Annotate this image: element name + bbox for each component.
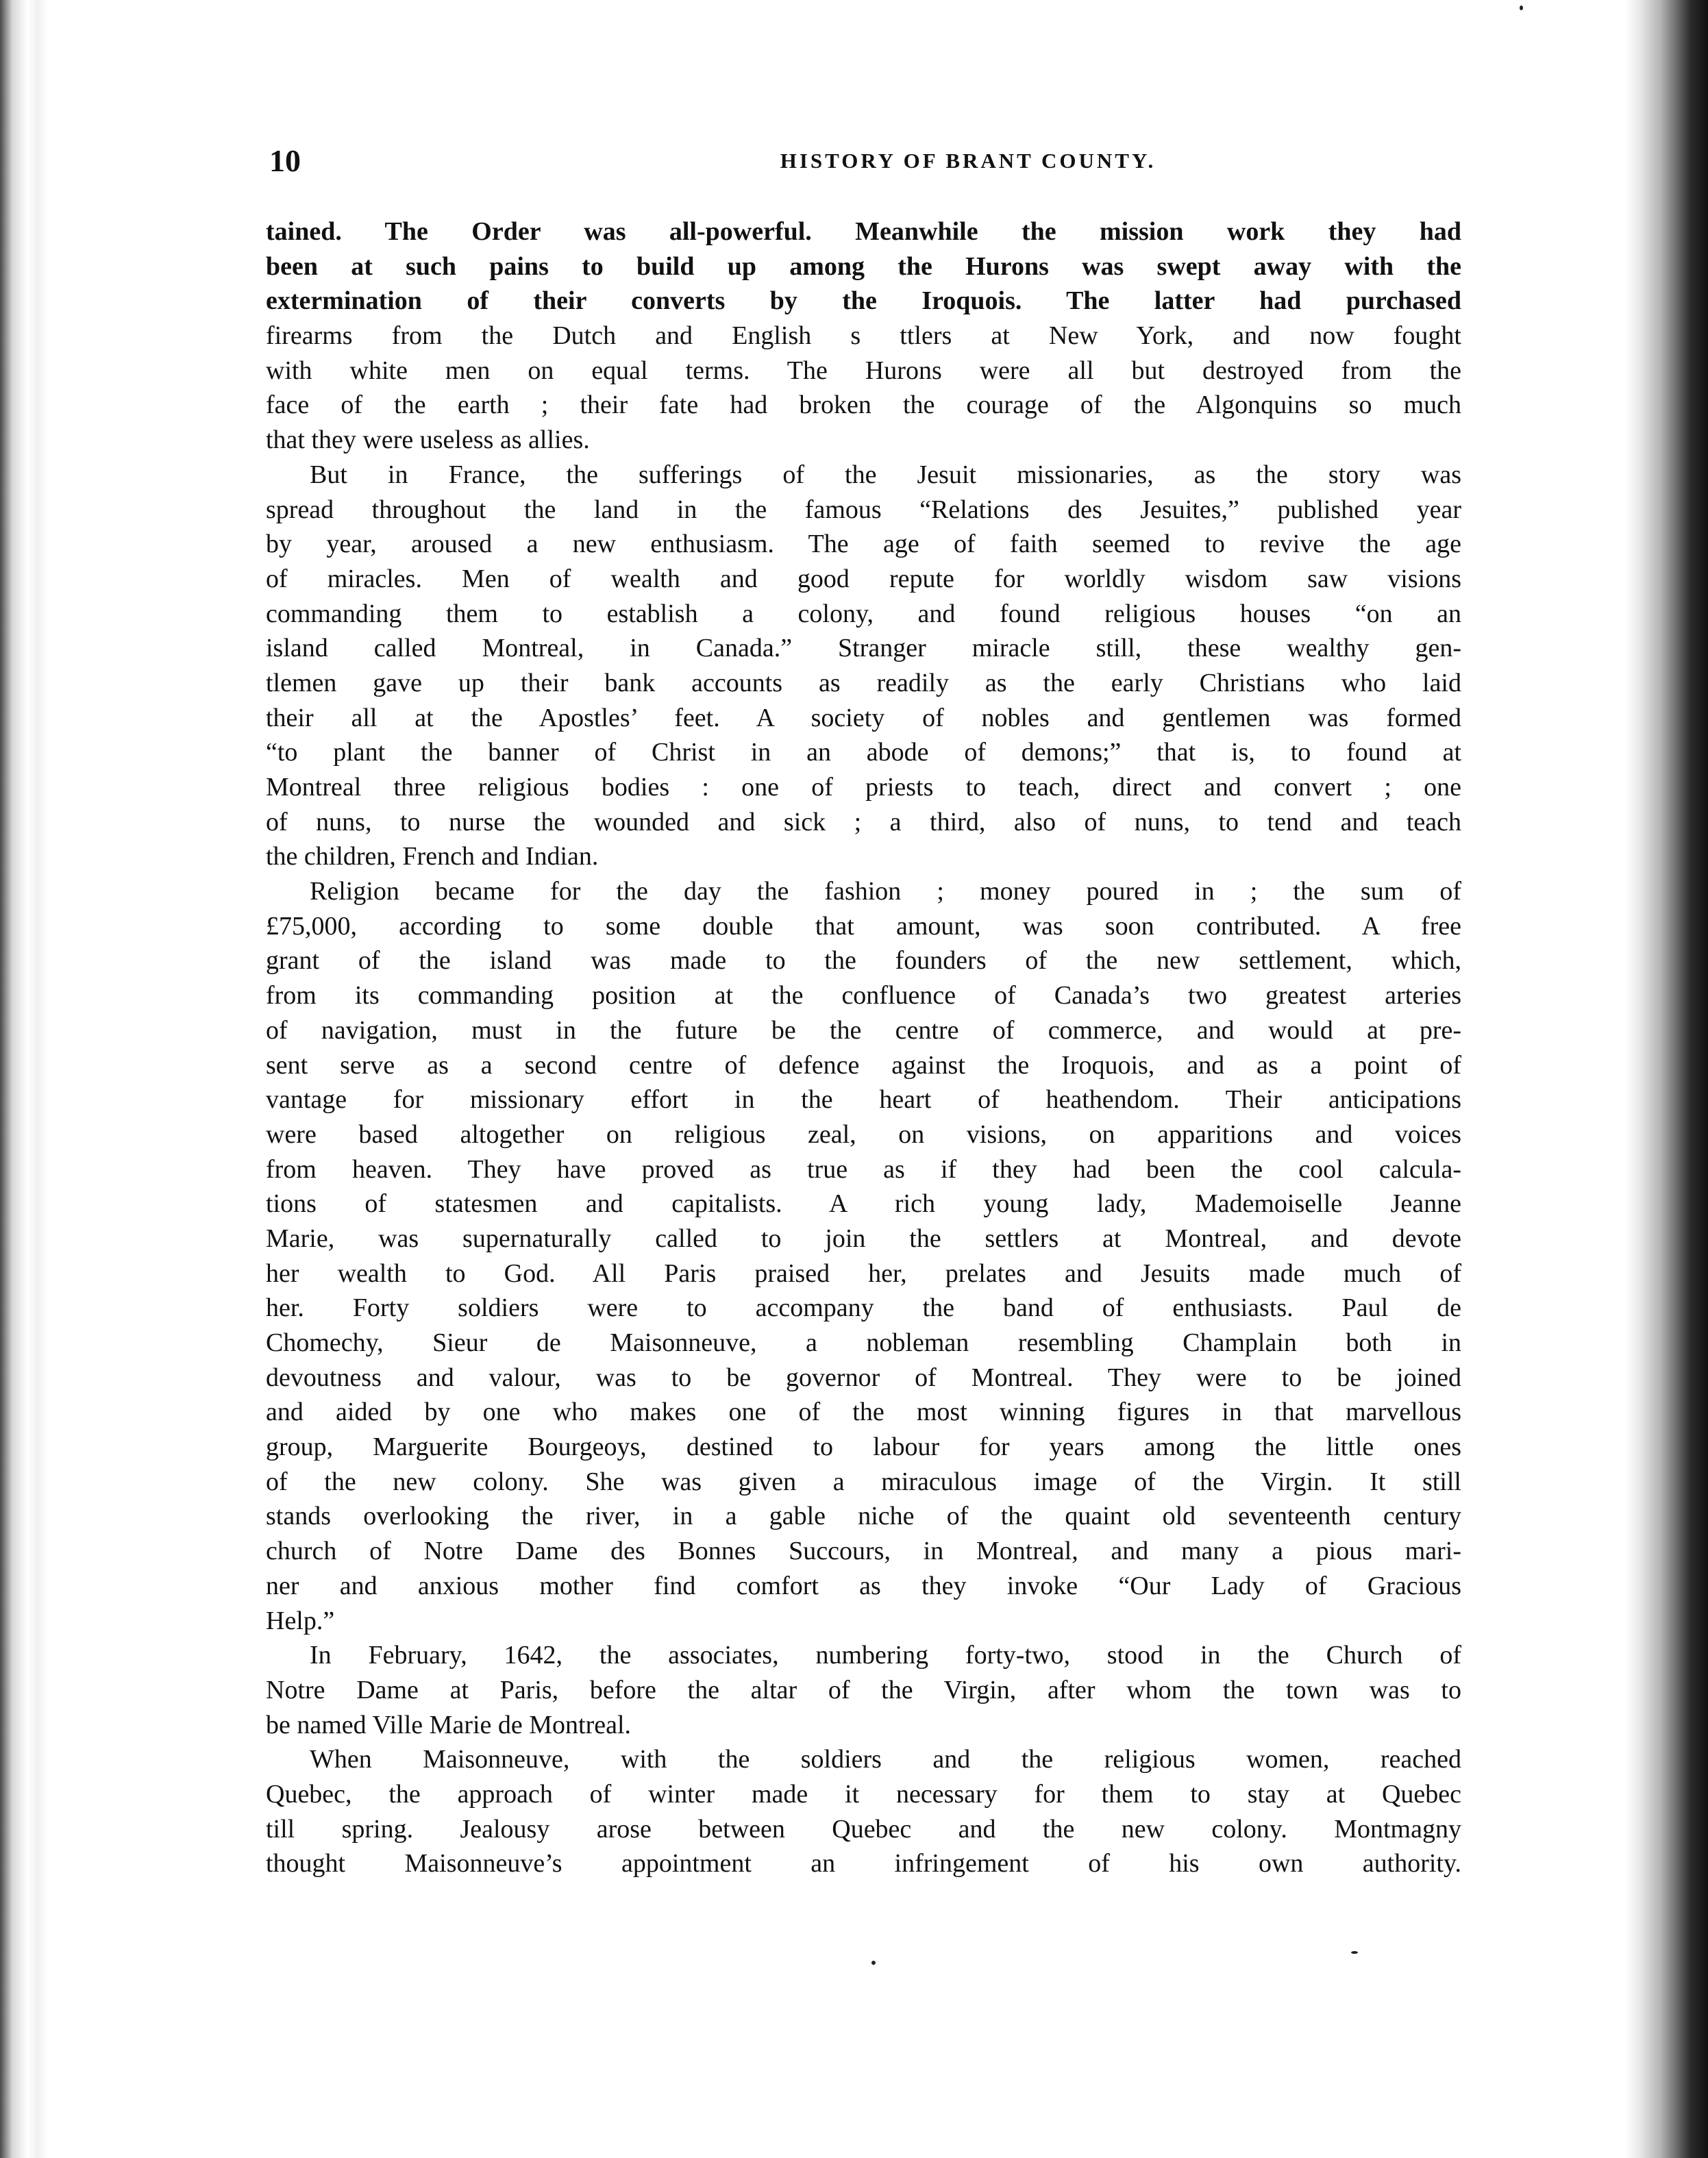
- text-line: that they were useless as allies.: [266, 425, 590, 455]
- text-line: from heaven. They have proved as true as if they had been the cool calcula-: [266, 1154, 1461, 1184]
- text-line: ner and anxious mother find comfort as they invoke “Our Lady of Gracious: [266, 1571, 1461, 1600]
- text-line: tions of statesmen and capitalists. A rich young lady, Mademoiselle Jeanne: [266, 1189, 1461, 1219]
- text-line: of nuns, to nurse the wounded and sick ; a third, also of nuns, to tend and teach: [266, 807, 1461, 836]
- text-line: by year, aroused a new enthusiasm. The age of faith seemed to revive the age: [266, 530, 1461, 559]
- text-line: been at such pains to build up among the Hurons was swept away with the: [266, 251, 1461, 281]
- text-line: from its commanding position at the confluence of Canada’s two greatest arteries: [266, 981, 1461, 1010]
- text-line: of the new colony. She was given a miraculous image of the Virgin. It still: [266, 1467, 1461, 1496]
- page-number: 10: [269, 143, 301, 178]
- page-left-edge: [0, 0, 48, 2158]
- text-line: and aided by one who makes one of the most winning figures in that marvellous: [266, 1398, 1461, 1427]
- print-speck: [1351, 1951, 1358, 1954]
- text-line: till spring. Jealousy arose between Quebec and the new colony. Montmagny: [266, 1814, 1461, 1844]
- text-line: were based altogether on religious zeal, on visions, on apparitions and voices: [266, 1119, 1461, 1149]
- text-line: their all at the Apostles’ feet. A society of nobles and gentlemen was formed: [266, 703, 1461, 732]
- text-line: island called Montreal, in Canada.” Stranger miracle still, these wealthy gen-: [266, 634, 1461, 663]
- text-line: vantage for missionary effort in the heart of heathendom. Their anticipations: [266, 1085, 1461, 1115]
- text-line: Chomechy, Sieur de Maisonneuve, a nobleman resembling Champlain both in: [266, 1328, 1461, 1357]
- text-line: When Maisonneuve, with the soldiers and the religious women, reached: [310, 1745, 1461, 1774]
- text-line: stands overlooking the river, in a gable niche of the quaint old seventeenth century: [266, 1502, 1461, 1531]
- text-line: Montreal three religious bodies : one of priests to teach, direct and convert ; one: [266, 773, 1461, 802]
- text-line: But in France, the sufferings of the Jesuit missionaries, as the story was: [310, 460, 1461, 489]
- page-header: [269, 137, 1461, 185]
- text-line: tained. The Order was all-powerful. Meanwhile the mission work they had: [266, 217, 1461, 246]
- text-line: church of Notre Dame des Bonnes Succours, in Montreal, and many a pious mari-: [266, 1537, 1461, 1566]
- text-line: devoutness and valour, was to be governor of Montreal. They were to be joined: [266, 1363, 1461, 1392]
- text-line: grant of the island was made to the founders of the new settlement, which,: [266, 946, 1461, 976]
- running-head: HISTORY OF BRANT COUNTY.: [780, 149, 1156, 173]
- text-line: commanding them to establish a colony, and found religious houses “on an: [266, 599, 1461, 628]
- text-line: firearms from the Dutch and English s ttlers at New York, and now fought: [266, 321, 1461, 351]
- text-line: with white men on equal terms. The Hurons were all but destroyed from the: [266, 356, 1461, 385]
- text-line: be named Ville Marie de Montreal.: [266, 1710, 632, 1739]
- text-line: £75,000, according to some double that amount, was soon contributed. A free: [266, 911, 1461, 941]
- text-line: Help.”: [266, 1606, 335, 1635]
- print-speck: [871, 1961, 876, 1965]
- text-line: of navigation, must in the future be the centre of commerce, and would at pre-: [266, 1015, 1461, 1045]
- print-speck: [1520, 5, 1523, 10]
- body-text: [266, 214, 1461, 1881]
- text-line: Notre Dame at Paris, before the altar of the Virgin, after whom the town was to: [266, 1675, 1461, 1704]
- text-line: extermination of their converts by the Iroquois. The latter had purchased: [266, 286, 1461, 316]
- text-line: her wealth to God. All Paris praised her, prelates and Jesuits made much of: [266, 1258, 1461, 1288]
- text-line: Religion became for the day the fashion ; money poured in ; the sum of: [310, 877, 1461, 906]
- text-line: Quebec, the approach of winter made it necessary for them to stay at Quebec: [266, 1779, 1461, 1809]
- text-line: the children, French and Indian.: [266, 842, 599, 871]
- text-line: spread throughout the land in the famous “Relations des Jesuites,” published year: [266, 495, 1461, 524]
- text-line: group, Marguerite Bourgeoys, destined to labour for years among the little ones: [266, 1433, 1461, 1462]
- book-spine-edge: [1626, 0, 1708, 2158]
- text-line: her. Forty soldiers were to accompany the band of enthusiasts. Paul de: [266, 1293, 1461, 1323]
- text-line: “to plant the banner of Christ in an abode of demons;” that is, to found at: [266, 738, 1461, 767]
- text-line: thought Maisonneuve’s appointment an infringement of his own authority.: [266, 1849, 1461, 1878]
- text-line: Marie, was supernaturally called to join the settlers at Montreal, and devote: [266, 1224, 1461, 1253]
- text-line: tlemen gave up their bank accounts as readily as the early Christians who laid: [266, 668, 1461, 697]
- text-line: face of the earth ; their fate had broken the courage of the Algonquins so much: [266, 390, 1461, 420]
- text-line: sent serve as a second centre of defence against the Iroquois, and as a point of: [266, 1050, 1461, 1080]
- text-line: In February, 1642, the associates, numbering forty-two, stood in the Church of: [310, 1641, 1461, 1670]
- text-line: of miracles. Men of wealth and good repute for worldly wisdom saw visions: [266, 564, 1461, 593]
